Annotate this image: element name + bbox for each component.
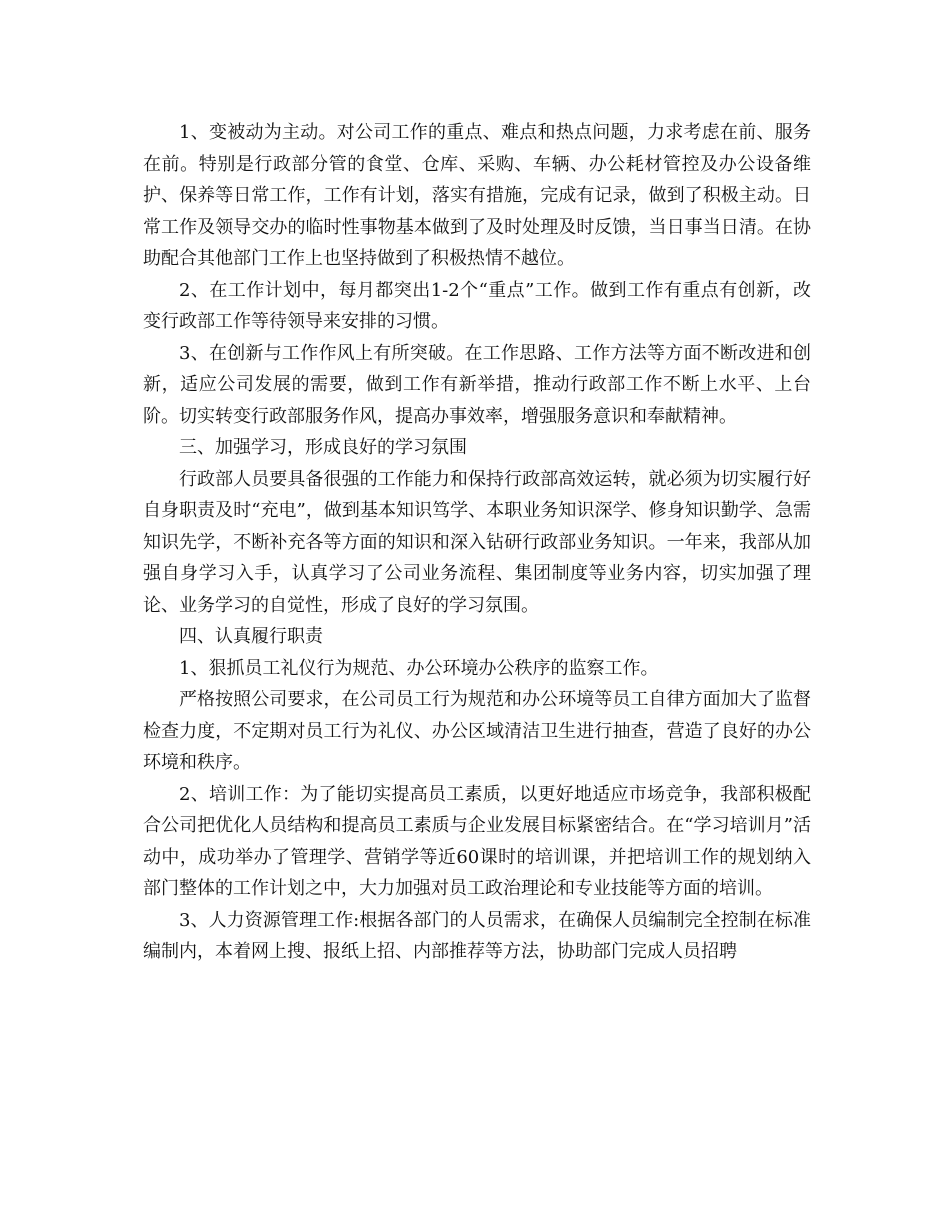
paragraph-item-2: 2、在工作计划中，每月都突出1-2个“重点”工作。做到工作有重点有创新，改变行政部工作等待领导来安排的习惯。 [143,279,811,332]
subheading-item-1: 1、狠抓员工礼仪行为规范、办公环境办公秩序的监察工作。 [179,657,659,679]
paragraph-training: 2、培训工作：为了能切实提高员工素质，以更好地适应市场竞争，我部积极配合公司把优化人员结构和提高员工素质与企业发展目标紧密结合。在“学习培训月”活动中，成功举办了管理学、营销学等近60课时的培训课，并把培训工作的规划纳入部门整体的工作计划之中，大力加强对员工政治理论和专业技能等方面的培训。 [143,783,811,899]
paragraph-hr: 3、人力资源管理工作:根据各部门的人员需求，在确保人员编制完全控制在标准编制内，本着网上搜、报纸上招、内部推荐等方法，协助部门完成人员招聘 [143,909,811,962]
paragraph-study: 行政部人员要具备很强的工作能力和保持行政部高效运转，就必须为切实履行好自身职责及时“充电”，做到基本知识笃学、本职业务知识深学、修身知识勤学、急需知识先学，不断补充各等方面的知识和深入钻研行政部业务知识。一年来，我部从加强自身学习入手，认真学习了公司业务流程、集团制度等业务内容，切实加强了理论、业务学习的自觉性，形成了良好的学习氛围。 [143,468,811,616]
document-body [143,117,811,968]
paragraph-item-1: 1、变被动为主动。对公司工作的重点、难点和热点问题，力求考虑在前、服务在前。特别是行政部分管的食堂、仓库、采购、车辆、办公耗材管控及办公设备维护、保养等日常工作，工作有计划，落实有措施，完成有记录，做到了积极主动。日常工作及领导交办的临时性事物基本做到了及时处理及时反馈，当日事当日清。在协助配合其他部门工作上也坚持做到了积极热情不越位。 [143,122,811,269]
paragraph-supervision: 严格按照公司要求，在公司员工行为规范和办公环境等员工自律方面加大了监督检查力度，不定期对员工行为礼仪、办公区域清洁卫生进行抽查，营造了良好的办公环境和秩序。 [143,689,811,773]
paragraph-item-3: 3、在创新与工作作风上有所突破。在工作思路、工作方法等方面不断改进和创新，适应公司发展的需要，做到工作有新举措，推动行政部工作不断上水平、上台阶。切实转变行政部服务作风，提高办事效率，增强服务意识和奉献精神。 [143,342,811,427]
section-heading-4: 四、认真履行职责 [179,626,323,647]
section-heading-3: 三、加强学习，形成良好的学习氛围 [179,437,467,458]
